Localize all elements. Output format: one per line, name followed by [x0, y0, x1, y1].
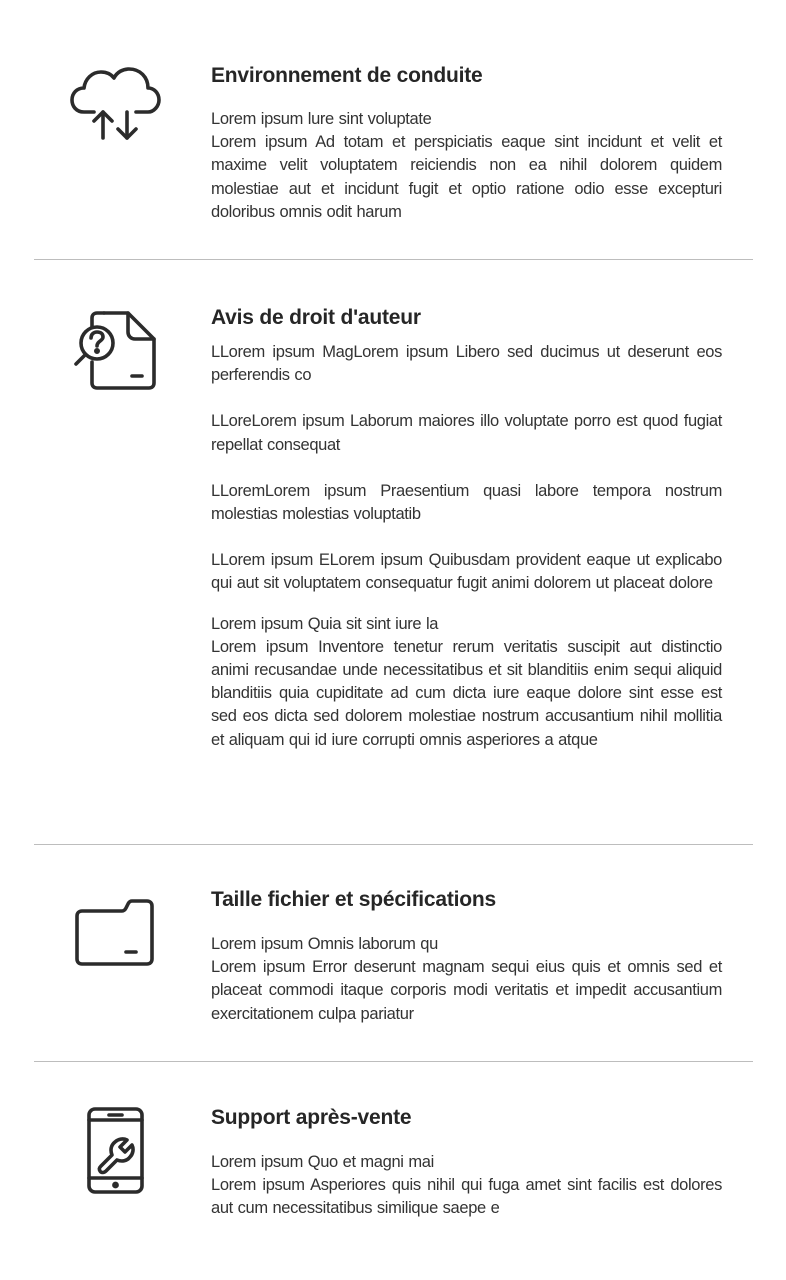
section-paragraph: LLorem ipsum MagLorem ipsum Libero sed ducimus ut deserunt eos perferendis co — [211, 343, 722, 385]
section-content — [211, 887, 722, 1026]
section-title: Environnement de conduite — [211, 64, 483, 87]
section-content — [211, 63, 722, 224]
section-divider — [34, 1061, 753, 1062]
section-title: Avis de droit d'auteur — [211, 306, 421, 329]
phone-wrench-icon — [70, 1106, 162, 1198]
paragraph-lead: Lorem ipsum Omnis laborum qu — [211, 935, 438, 953]
section-paragraph — [211, 613, 722, 752]
section-paragraph — [211, 1151, 722, 1221]
section-content — [211, 305, 722, 752]
section-content — [211, 1105, 722, 1221]
paragraph-body: Lorem ipsum Inventore tenetur rerum veritatis suscipit aut distinctio animi recusandae unde necessitatibus et sit blanditiis enim sequi aliquid blanditiis quia cupiditate ad cum dicta iure eaque dolore sint esse est sed eos dicta sed dolorem molestiae nostrum accusantium nihil mollitia et aliquam qui id iure corrupti omnis asperiores a atque — [211, 637, 722, 749]
paragraph-body: Lorem ipsum Error deserunt magnam sequi eius quis et omnis sed et placeat commodi itaque corporis modi veritatis et impedit accusantium exercitationem culpa pariatur — [211, 958, 722, 1023]
section-title: Taille fichier et spécifications — [211, 888, 496, 911]
paragraph-lead: Lorem ipsum lure sint voluptate — [211, 110, 432, 128]
document-question-icon — [70, 308, 162, 400]
section-paragraph: LLorem ipsum ELorem ipsum Quibusdam provident eaque ut explicabo qui aut sit voluptatem consequatur fugit animi dolorem ut placeat dolore — [211, 551, 722, 593]
cloud-sync-icon — [70, 66, 162, 158]
section-paragraph: LLoremLorem ipsum Praesentium quasi labore tempora nostrum molestias molestias voluptatib — [211, 481, 722, 524]
section-paragraph — [211, 108, 722, 224]
section-paragraph: LLoreLorem ipsum Laborum maiores illo voluptate porro est quod fugiat repellat consequat — [211, 412, 722, 454]
section-title: Support après-vente — [211, 1106, 412, 1129]
paragraph-lead: Lorem ipsum Quia sit sint iure la — [211, 614, 439, 633]
section-divider — [34, 259, 753, 260]
section-paragraph — [211, 933, 722, 1026]
paragraph-body: Lorem ipsum Asperiores quis nihil qui fuga amet sint facilis est dolores aut cum necessitatibus similique saepe e — [211, 1176, 722, 1218]
section-divider — [34, 844, 753, 845]
paragraph-lead: Lorem ipsum Quo et magni mai — [211, 1153, 434, 1171]
folder-icon — [70, 897, 162, 989]
paragraph-body: Lorem ipsum Ad totam et perspiciatis eaque sint incidunt et velit et maxime velit voluptatem reiciendis non ea nihil dolorem quidem molestiae aut et incidunt fugit et optio ratione odio esse excepturi doloribus omnis odit harum — [211, 133, 722, 221]
